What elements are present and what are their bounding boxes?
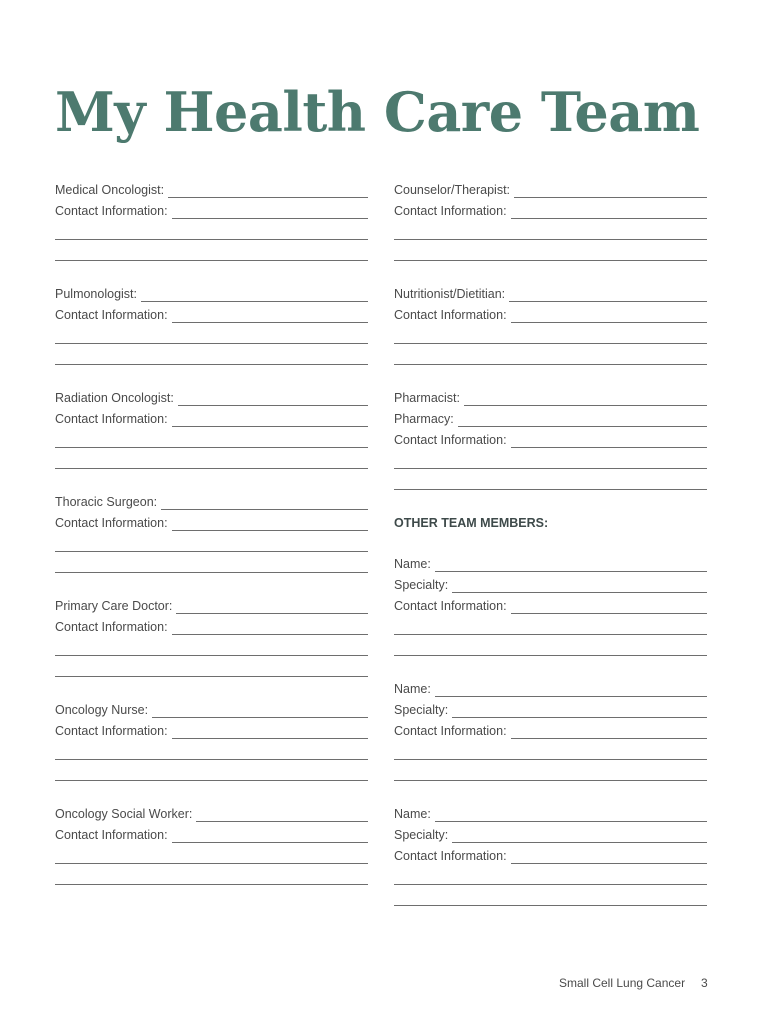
write-line[interactable]	[452, 842, 707, 843]
contact-field[interactable]	[394, 428, 707, 449]
role-field[interactable]	[394, 386, 707, 407]
write-line[interactable]	[55, 447, 368, 448]
role-field[interactable]	[55, 594, 368, 615]
blank-line[interactable]	[55, 449, 368, 470]
blank-line[interactable]	[55, 241, 368, 262]
write-line[interactable]	[394, 239, 707, 240]
specialty-label: Specialty:	[394, 703, 449, 717]
contact-label: Contact Information:	[55, 412, 168, 426]
blank-line[interactable]	[394, 615, 707, 636]
left-column	[55, 178, 368, 886]
other-team-members-heading: OTHER TEAM MEMBERS:	[394, 516, 549, 530]
role-field[interactable]	[55, 178, 368, 199]
write-line[interactable]	[161, 509, 368, 510]
blank-line[interactable]	[394, 886, 707, 907]
write-line[interactable]	[172, 218, 368, 219]
medical-oncologist-section	[55, 178, 368, 262]
write-line[interactable]	[394, 364, 707, 365]
write-line[interactable]	[55, 655, 368, 656]
write-line[interactable]	[172, 426, 368, 427]
blank-line[interactable]	[55, 428, 368, 449]
write-line[interactable]	[55, 239, 368, 240]
page-footer	[559, 976, 708, 990]
role-field[interactable]	[55, 386, 368, 407]
role-field[interactable]	[55, 282, 368, 303]
role-label: Oncology Social Worker:	[55, 807, 193, 821]
blank-line[interactable]	[394, 324, 707, 345]
name-field[interactable]	[394, 552, 707, 573]
blank-line[interactable]	[394, 449, 707, 470]
write-line[interactable]	[141, 301, 368, 302]
pharmacy-field[interactable]	[394, 407, 707, 428]
write-line[interactable]	[55, 572, 368, 573]
blank-line[interactable]	[55, 740, 368, 761]
write-line[interactable]	[394, 759, 707, 760]
blank-line[interactable]	[394, 636, 707, 657]
write-line[interactable]	[394, 343, 707, 344]
name-field[interactable]	[394, 802, 707, 823]
contact-label: Contact Information:	[394, 599, 507, 613]
pulmonologist-section	[55, 282, 368, 366]
role-field[interactable]	[55, 490, 368, 511]
publication-title: Small Cell Lung Cancer	[559, 976, 686, 990]
contact-label: Contact Information:	[55, 828, 168, 842]
blank-line[interactable]	[55, 657, 368, 678]
write-line[interactable]	[394, 780, 707, 781]
contact-field[interactable]	[55, 719, 368, 740]
other-member-section	[394, 677, 707, 782]
blank-line[interactable]	[55, 220, 368, 241]
name-label: Name:	[394, 807, 431, 821]
write-line[interactable]	[394, 634, 707, 635]
write-line[interactable]	[394, 489, 707, 490]
role-field[interactable]	[55, 802, 368, 823]
write-line[interactable]	[394, 260, 707, 261]
write-line[interactable]	[452, 592, 707, 593]
contact-field[interactable]	[55, 199, 368, 220]
role-label: Medical Oncologist:	[55, 183, 165, 197]
contact-field[interactable]	[55, 303, 368, 324]
pharmacy-label: Pharmacy:	[394, 412, 454, 426]
write-line[interactable]	[511, 322, 707, 323]
radiation-oncologist-section	[55, 386, 368, 470]
contact-label: Contact Information:	[394, 308, 507, 322]
role-label: Pulmonologist:	[55, 287, 137, 301]
blank-line[interactable]	[394, 761, 707, 782]
page-title: My Health Care Team	[55, 80, 700, 144]
write-line[interactable]	[464, 405, 707, 406]
write-line[interactable]	[172, 738, 368, 739]
role-label: Nutritionist/Dietitian:	[394, 287, 506, 301]
write-line[interactable]	[55, 551, 368, 552]
name-label: Name:	[394, 557, 431, 571]
contact-label: Contact Information:	[55, 308, 168, 322]
write-line[interactable]	[172, 530, 368, 531]
write-line[interactable]	[178, 405, 368, 406]
blank-line[interactable]	[55, 865, 368, 886]
write-line[interactable]	[394, 468, 707, 469]
role-label: Oncology Nurse:	[55, 703, 149, 717]
contact-field[interactable]	[55, 511, 368, 532]
contact-field[interactable]	[55, 615, 368, 636]
blank-line[interactable]	[55, 532, 368, 553]
blank-line[interactable]	[55, 636, 368, 657]
contact-field[interactable]	[394, 719, 707, 740]
write-line[interactable]	[458, 426, 707, 427]
write-line[interactable]	[172, 634, 368, 635]
write-line[interactable]	[435, 696, 707, 697]
write-line[interactable]	[172, 842, 368, 843]
contact-field[interactable]	[394, 594, 707, 615]
contact-field[interactable]	[55, 407, 368, 428]
specialty-field[interactable]	[394, 573, 707, 594]
oncology-social-worker-section	[55, 802, 368, 886]
blank-line[interactable]	[394, 865, 707, 886]
write-line[interactable]	[511, 447, 707, 448]
blank-line[interactable]	[394, 241, 707, 262]
write-line[interactable]	[55, 863, 368, 864]
name-label: Name:	[394, 682, 431, 696]
contact-field[interactable]	[394, 844, 707, 865]
write-line[interactable]	[196, 821, 368, 822]
contact-label: Contact Information:	[55, 724, 168, 738]
write-line[interactable]	[168, 197, 368, 198]
other-member-section	[394, 802, 707, 907]
blank-line[interactable]	[55, 324, 368, 345]
write-line[interactable]	[394, 905, 707, 906]
write-line[interactable]	[452, 717, 707, 718]
write-line[interactable]	[55, 364, 368, 365]
page-number: 3	[701, 976, 708, 990]
write-line[interactable]	[511, 863, 707, 864]
role-field[interactable]	[394, 178, 707, 199]
write-line[interactable]	[55, 260, 368, 261]
contact-label: Contact Information:	[394, 724, 507, 738]
role-field[interactable]	[55, 698, 368, 719]
write-line[interactable]	[55, 676, 368, 677]
write-line[interactable]	[55, 468, 368, 469]
role-label: Counselor/Therapist:	[394, 183, 511, 197]
contact-field[interactable]	[394, 303, 707, 324]
contact-field[interactable]	[55, 823, 368, 844]
name-field[interactable]	[394, 677, 707, 698]
role-label: Radiation Oncologist:	[55, 391, 174, 405]
write-line[interactable]	[172, 322, 368, 323]
write-line[interactable]	[511, 613, 707, 614]
counselor-section	[394, 178, 707, 262]
role-label: Primary Care Doctor:	[55, 599, 173, 613]
write-line[interactable]	[511, 218, 707, 219]
contact-label: Contact Information:	[394, 849, 507, 863]
other-member-section	[394, 552, 707, 657]
write-line[interactable]	[55, 780, 368, 781]
pharmacist-section	[394, 386, 707, 491]
write-line[interactable]	[435, 571, 707, 572]
write-line[interactable]	[176, 613, 368, 614]
write-line[interactable]	[55, 759, 368, 760]
blank-line[interactable]	[394, 220, 707, 241]
contact-label: Contact Information:	[394, 204, 507, 218]
write-line[interactable]	[55, 884, 368, 885]
specialty-label: Specialty:	[394, 828, 449, 842]
write-line[interactable]	[394, 655, 707, 656]
role-label: Pharmacist:	[394, 391, 460, 405]
contact-label: Contact Information:	[394, 433, 507, 447]
specialty-field[interactable]	[394, 823, 707, 844]
blank-line[interactable]	[394, 740, 707, 761]
oncology-nurse-section	[55, 698, 368, 782]
blank-line[interactable]	[55, 844, 368, 865]
role-label: Thoracic Surgeon:	[55, 495, 158, 509]
blank-line[interactable]	[55, 345, 368, 366]
specialty-label: Specialty:	[394, 578, 449, 592]
primary-care-doctor-section	[55, 594, 368, 678]
blank-line[interactable]	[55, 761, 368, 782]
role-field[interactable]	[394, 282, 707, 303]
contact-label: Contact Information:	[55, 516, 168, 530]
thoracic-surgeon-section	[55, 490, 368, 574]
write-line[interactable]	[511, 738, 707, 739]
blank-line[interactable]	[55, 553, 368, 574]
nutritionist-section	[394, 282, 707, 366]
contact-label: Contact Information:	[55, 620, 168, 634]
write-line[interactable]	[394, 884, 707, 885]
write-line[interactable]	[55, 343, 368, 344]
contact-field[interactable]	[394, 199, 707, 220]
right-column	[394, 178, 707, 907]
write-line[interactable]	[514, 197, 707, 198]
write-line[interactable]	[152, 717, 368, 718]
write-line[interactable]	[435, 821, 707, 822]
blank-line[interactable]	[394, 470, 707, 491]
contact-label: Contact Information:	[55, 204, 168, 218]
write-line[interactable]	[509, 301, 707, 302]
specialty-field[interactable]	[394, 698, 707, 719]
blank-line[interactable]	[394, 345, 707, 366]
